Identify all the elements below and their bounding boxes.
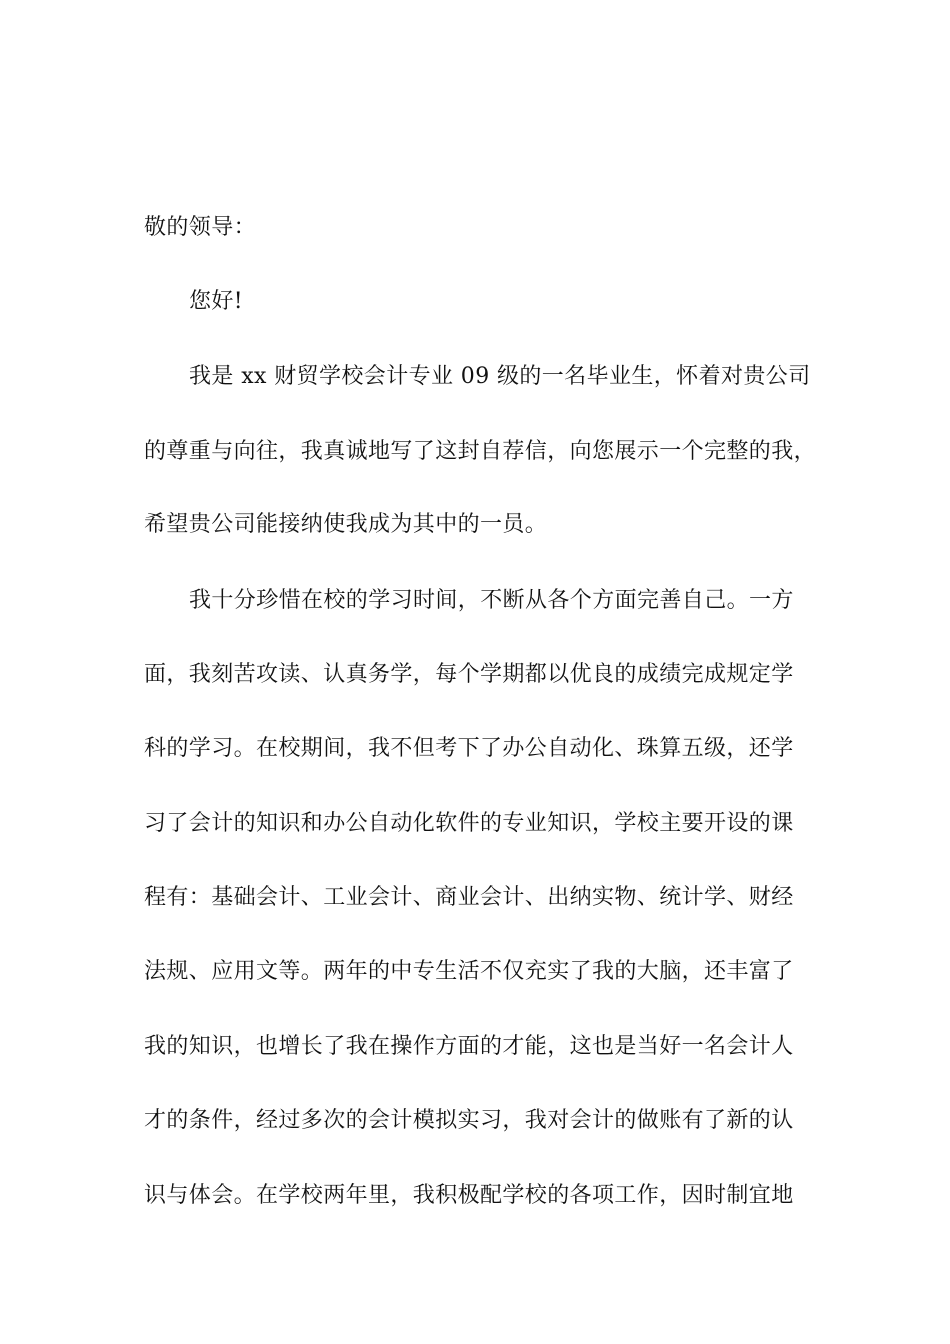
paragraph1-line-1: 我是 xx 财贸学校会计专业 09 级的一名毕业生，怀着对贵公司: [189, 364, 811, 389]
paragraph2-line-2: 面，我刻苦攻读、认真务学，每个学期都以优良的成绩完成规定学: [144, 662, 794, 687]
paragraph2-line-9: 识与体会。在学校两年里，我积极配学校的各项工作，因时制宜地: [144, 1183, 794, 1208]
paragraph1-line-2: 的尊重与向往，我真诚地写了这封自荐信，向您展示一个完整的我，: [144, 439, 817, 464]
paragraph2-line-7: 我的知识，也增长了我在操作方面的才能，这也是当好一名会计人: [144, 1034, 794, 1059]
greeting-line: 敬的领导：: [144, 215, 257, 240]
paragraph2-line-4: 习了会计的知识和办公自动化软件的专业知识，学校主要开设的课: [144, 811, 794, 836]
paragraph1-line-3: 希望贵公司能接纳使我成为其中的一员。: [144, 512, 548, 537]
paragraph2-line-8: 才的条件，经过多次的会计模拟实习，我对会计的做账有了新的认: [144, 1108, 794, 1133]
paragraph2-line-1: 我十分珍惜在校的学习时间，不断从各个方面完善自己。一方: [189, 588, 794, 613]
paragraph2-line-3: 科的学习。在校期间，我不但考下了办公自动化、珠算五级，还学: [144, 736, 794, 761]
paragraph2-line-5: 程有：基础会计、工业会计、商业会计、出纳实物、统计学、财经: [144, 885, 794, 910]
salutation-line: 您好!: [189, 289, 244, 314]
paragraph2-line-6: 法规、应用文等。两年的中专生活不仅充实了我的大脑，还丰富了: [144, 959, 794, 984]
